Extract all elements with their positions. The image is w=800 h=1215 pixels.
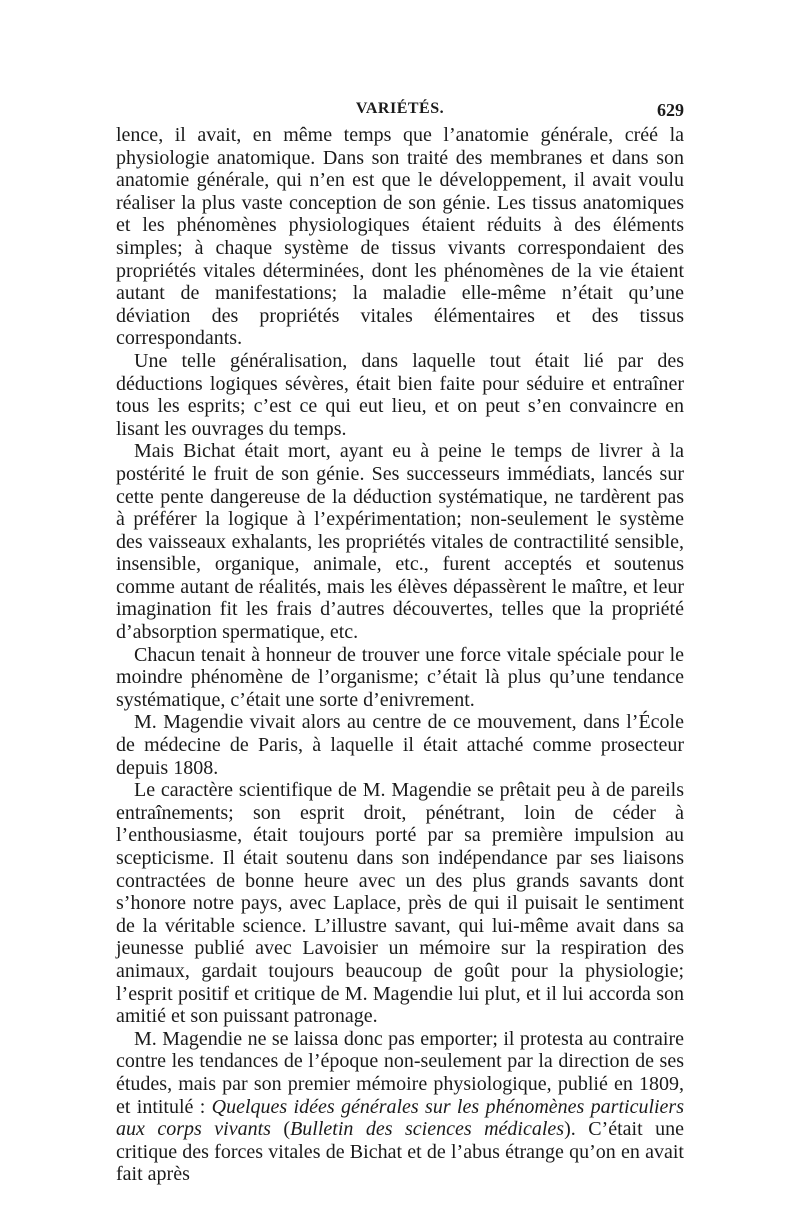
paragraph-7-text-after: ). C’était une critique des forces vitales de Bichat et de l’abus étrange qu’on en avait fait après	[116, 1118, 684, 1186]
paragraph-2: Une telle généralisation, dans laquelle tout était lié par des déductions logiques sévères, était bien faite pour séduire et entraîner tous les esprits; c’est ce qui eut lieu, et on peut s’en convaincre en lisant les ouvrages du temps.	[116, 349, 684, 440]
paragraph-3: Mais Bichat était mort, ayant eu à peine le temps de livrer à la postérité le fruit de son génie. Ses successeurs immédiats, lancés sur cette pente dangereuse de la déduction systématique, ne tardèrent pas à préférer la logique à l’expérimentation; non-seulement le système des vaisseaux exhalants, les propriétés vitales de contractilité sensible, insensible, organique, animale, etc., furent acceptés et soutenus comme autant de réalités, mais les élèves dépassèrent le maître, et leur imagination fit les frais d’autres découvertes, telles que la propriété d’absorption spermatique, etc.	[116, 440, 684, 644]
paragraph-7	[116, 1028, 684, 1186]
paragraph-7-text-before: M. Magendie ne se laissa donc pas emporter; il protesta au contraire contre les tendances de l’époque non-seulement par la direction de ses études, mais par son premier mémoire physiologique, publié en 1809, et intitulé :	[116, 1027, 684, 1118]
paragraph-7-text-middle: (	[270, 1118, 291, 1141]
paragraph-4: Chacun tenait à honneur de trouver une force vitale spéciale pour le moindre phénomène de l’organisme; c’était là plus qu’une tendance systématique, c’était une sorte d’enivrement.	[116, 643, 684, 711]
page-number: 629	[657, 100, 684, 120]
paragraph-5: M. Magendie vivait alors au centre de ce mouvement, dans l’École de médecine de Paris, à laquelle il était attaché comme prosecteur depuis 1808.	[116, 711, 684, 779]
paragraph-6: Le caractère scientifique de M. Magendie se prêtait peu à de pareils entraînements; son esprit droit, pénétrant, loin de céder à l’enthousiasme, était toujours porté par sa première impulsion au scepticisme. Il était soutenu dans son indépendance par ses liaisons contractées de bonne heure avec un des plus grands savants dont s’honore notre pays, avec Laplace, près de qui il puisait le sentiment de la véritable science. L’illustre savant, qui lui-même avait dans sa jeunesse publié avec Lavoisier un mémoire sur la respiration des animaux, gardait toujours beaucoup de goût pour la physiologie; l’esprit positif et critique de M. Magendie lui plut, et il lui accorda son amitié et son puissant patronage.	[116, 779, 684, 1028]
running-title: VARIÉTÉS.	[355, 100, 445, 117]
paragraph-1: lence, il avait, en même temps que l’anatomie générale, créé la physiologie anatomique. Dans son traité des membranes et dans son anatomie générale, qui n’en est que le développement, il avait voulu réaliser la plus vaste conception de son génie. Les tissus anatomiques et les phénomènes physiologiques étaient réduits à des éléments simples; à chaque système de tissus vivants correspondaient des propriétés vitales déterminées, dont les phénomènes de la vie étaient autant de manifestations; la maladie elle-même n’était qu’une déviation des propriétés vitales élémentaires et des tissus correspondants.	[116, 124, 684, 350]
journal-title: Bulletin des sciences médicales	[290, 1118, 565, 1141]
memoir-title: Quelques idées générales sur les phénomènes particuliers aux corps vivants	[116, 1095, 685, 1141]
page-header	[116, 100, 684, 124]
body-text	[116, 124, 684, 1186]
